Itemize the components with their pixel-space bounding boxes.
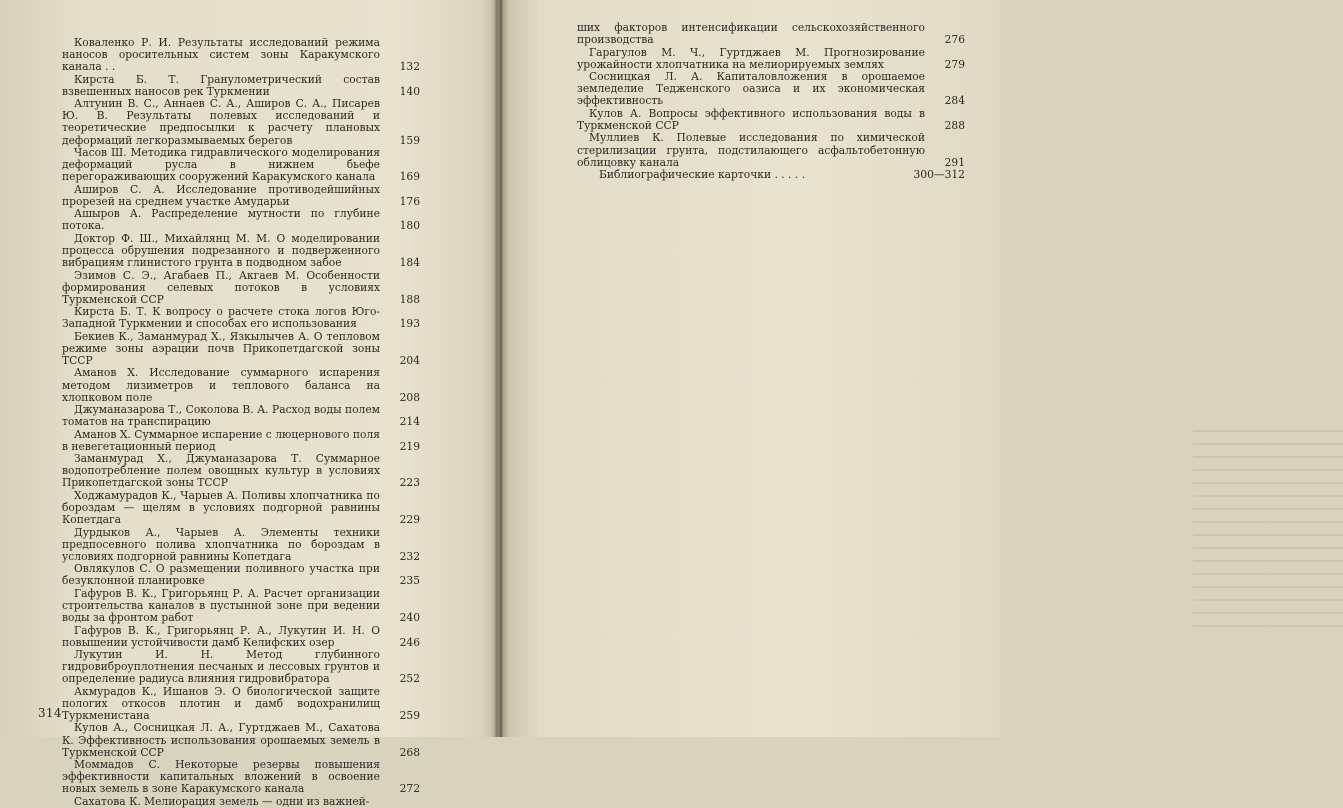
toc-entry-title: Бекиев К., Заманмурад Х., Язкылычев А. О тепловом режиме зоны аэрации почв Прикопетдагской зоны ТССР: [62, 329, 380, 367]
toc-entry: [62, 331, 420, 367]
toc-entry-title: Гафуров В. К., Григорьянц Р. А. Расчет организации строительства каналов в пустынной зоне при ведении воды за фронтом работ: [62, 586, 380, 625]
toc-entry: [577, 47, 965, 71]
toc-entry: [577, 22, 965, 46]
toc-entry-title: Доктор Ф. Ш., Михайлянц М. М. О моделировании процесса обрушения подрезанного и подверженного вибрациям глинистого грунта в подводном забое: [62, 231, 380, 270]
toc-entry: [62, 527, 420, 563]
toc-entry-title: Аманов Х. Исследование суммарного испарения методом лизиметров и теплового баланса на хлопковом поле: [62, 366, 380, 404]
toc-entry: [62, 270, 420, 306]
toc-entry-title: Аширов С. А. Исследование противодейшийных прорезей на среднем участке Амударьи: [62, 182, 380, 208]
toc-entry-title: Муллиев К. Полевые исследования по химической стерилизации грунта, подстилающего асфальтобетонную облицовку канала: [577, 131, 925, 169]
toc-entry: [62, 686, 420, 722]
toc-entry-title: Библиографические карточки . . . . .: [599, 168, 806, 182]
toc-entry: [62, 306, 420, 330]
toc-entry: [62, 37, 420, 73]
left-page: [0, 0, 497, 808]
toc-entry: [62, 404, 420, 428]
toc-entry-page: 223: [399, 476, 420, 490]
toc-entry-page: 132: [399, 60, 420, 74]
toc-entry-title: Ашыров А. Распределение мутности по глубине потока.: [62, 207, 380, 233]
toc-entry: [62, 722, 420, 758]
toc-entry-page: 288: [944, 118, 965, 132]
toc-entry-page: 204: [399, 353, 420, 367]
toc-entry-title: Заманмурад Х., Джуманазарова Т. Суммарное водопотребление полем овощных культур в условиях Прикопетдагской зоны ТССР: [62, 452, 380, 490]
toc-entry: [62, 98, 420, 146]
toc-entry: [62, 759, 420, 795]
toc-entry-page: 169: [399, 170, 420, 184]
toc-entry-page: 252: [399, 672, 420, 686]
toc-entry: [62, 147, 420, 183]
right-page: [503, 0, 1000, 737]
toc-entry-title: Кирста Б. Т. Гранулометрический состав взвешенных наносов рек Туркмении: [62, 72, 380, 98]
toc-entry-page: 279: [944, 57, 965, 71]
toc-entry: [62, 453, 420, 489]
toc-entry-title: Лукутин И. Н. Метод глубинного гидровиброуплотнения песчаных и лессовых грунтов и определение радиуса влияния гидровибратора: [62, 648, 380, 686]
toc-entry: [62, 429, 420, 453]
toc-entry-page: 184: [399, 256, 420, 270]
toc-entry-page: 300—312: [913, 168, 965, 182]
toc-entry: [62, 625, 420, 649]
toc-entry-title: Гарагулов М. Ч., Гуртджаев М. Прогнозирование урожайности хлопчатника на мелиорируемых землях: [577, 45, 925, 71]
toc-entry-page: 240: [399, 611, 420, 625]
toc-entry-title: Коваленко Р. И. Результаты исследований режима наносов оросительных систем зоны Каракумского канала . .: [62, 36, 380, 74]
toc-entry: [62, 649, 420, 685]
toc-entry: [62, 74, 420, 98]
toc-entry-title: Джуманазарова Т., Соколова В. А. Расход воды полем томатов на транспирацию: [62, 403, 380, 429]
toc-entry-page: 232: [399, 549, 420, 563]
toc-entry: [62, 588, 420, 624]
right-toc-list: [577, 22, 965, 182]
toc-entry-title: Эзимов С. Э., Агабаев П., Акгаев М. Особенности формирования селевых потоков в условиях Туркменской ССР: [62, 268, 380, 306]
toc-entry-page: 259: [399, 708, 420, 722]
toc-entry-title: Алтунин В. С., Аннаев С. А., Аширов С. А., Писарев Ю. В. Результаты полевых исследований и теоретические предпосылки к расчету плановых деформаций легкоразмываемых берегов: [62, 97, 380, 147]
toc-entry-page: 291: [944, 155, 965, 169]
toc-entry: [62, 184, 420, 208]
toc-entry-page: 229: [399, 513, 420, 527]
toc-entry: [62, 490, 420, 526]
toc-entry: [62, 208, 420, 232]
toc-entry-title: Кирста Б. Т. К вопросу о расчете стока логов Юго-Западной Туркмении и способах его использования: [62, 305, 380, 331]
toc-entry: [62, 367, 420, 403]
toc-entry-page: 214: [399, 415, 420, 429]
toc-entry-title: Кулов А. Вопросы эффективного использования воды в Туркменской ССР: [577, 106, 925, 132]
toc-entry-page: 246: [399, 635, 420, 649]
toc-entry-title: Сосницкая Л. А. Капиталовложения в орошаемое земледелие Теджeнского оазиса и их экономическая эффективность: [577, 70, 925, 108]
toc-entry-title: Аманов Х. Суммарное испарение с люцернового поля в невегетационный период: [62, 427, 380, 453]
toc-entry-title: ших факторов интенсификации сельскохозяйственного производства: [577, 21, 925, 47]
toc-entry: [62, 233, 420, 269]
toc-entry-page: 208: [399, 390, 420, 404]
toc-entry-title: Часов Ш. Методика гидравлического моделирования деформаций русла в нижнем бьефе перегораживающих сооружений Каракумского канала: [62, 146, 380, 184]
toc-entry-page: 219: [399, 439, 420, 453]
toc-entry: [577, 169, 965, 181]
toc-entry-page: 180: [399, 219, 420, 233]
toc-entry-page: 159: [399, 133, 420, 147]
toc-entry-page: 276: [944, 33, 965, 47]
toc-entry: [577, 132, 965, 168]
toc-entry-page: 284: [944, 94, 965, 108]
toc-entry-title: Дурдыков А., Чарыев А. Элементы техники предпосевного полива хлопчатника по бороздам в условиях подгорной равнины Копетдага: [62, 525, 380, 563]
toc-entry: [62, 563, 420, 587]
toc-entry-page: 272: [399, 782, 420, 796]
toc-entry-title: Овлякулов С. О размещении поливного участка при безуклонной планировке: [62, 562, 380, 588]
toc-entry-title: Гафуров В. К., Григорьянц Р. А., Лукутин И. Н. О повышении устойчивости дамб Келифских озер: [62, 623, 380, 649]
toc-entry-page: 268: [399, 745, 420, 759]
page-number: 314: [38, 706, 62, 720]
toc-entry: [62, 796, 420, 808]
toc-entry: [577, 71, 965, 107]
toc-entry-title: Моммадов С. Некоторые резервы повышения эффективности капитальных вложений в освоение новых земель в зоне Каракумского канала: [62, 758, 380, 796]
toc-entry-page: 193: [399, 317, 420, 331]
toc-entry-page: 235: [399, 574, 420, 588]
toc-entry-page: 140: [399, 84, 420, 98]
toc-entry-title: Сахатова К. Мелиорация земель — одни из важней-: [74, 794, 370, 808]
toc-entry-page: 176: [399, 194, 420, 208]
toc-entry-page: 188: [399, 292, 420, 306]
toc-entry: [577, 108, 965, 132]
toc-entry-title: Кулов А., Сосницкая Л. А., Гуртджаев М., Сахатова К. Эффективность использования орошаемых земель в Туркменской ССР: [62, 721, 380, 759]
left-toc-list: [62, 37, 420, 808]
bleed-through-text: [1193, 430, 1343, 630]
toc-entry-title: Ходжамурадов К., Чарыев А. Поливы хлопчатника по бороздам — щелям в условиях подгорной равнины Копетдага: [62, 488, 380, 527]
toc-entry-title: Акмурадов К., Ишанов Э. О биологической защите пологих откосов плотин и дамб водохранилищ Туркменистана: [62, 684, 380, 722]
